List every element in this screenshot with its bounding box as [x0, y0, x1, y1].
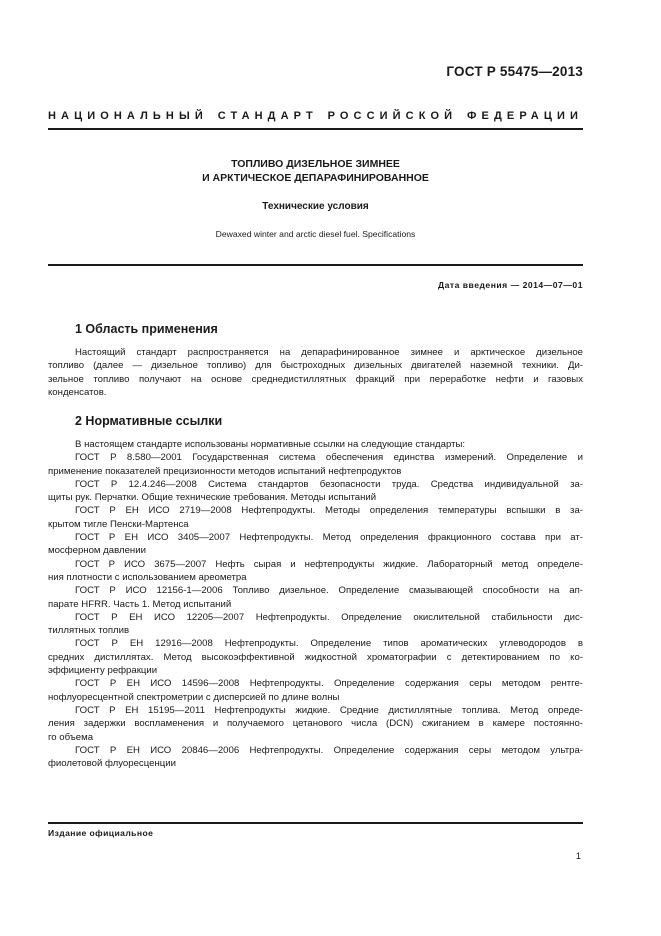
- section-1-body: [48, 346, 583, 399]
- text-line: средних дистиллятах. Метод высокоэффективной жидкостной хроматографии с детектированием по ко-: [48, 651, 583, 663]
- text-line: крытом тигле Пенски-Мартенса: [48, 518, 189, 530]
- text-line: ния плотности с использованием ареометра: [48, 571, 247, 583]
- edition-note: Издание официальное: [48, 828, 154, 838]
- page-number: 1: [575, 851, 581, 862]
- text-line: фиолетовой флуоресценции: [48, 758, 176, 770]
- text-line: топливо (далее — дизельное топливо) для быстроходных дизельных двигателей наземной техники. Ди-: [48, 360, 583, 372]
- text-line: конденсатов.: [48, 386, 107, 398]
- reference-entry: ГОСТ Р ЕН ИСО 2719—2008 Нефтепродукты. Методы определения температуры вспышки в за-: [75, 505, 583, 517]
- text-line: нофлуоресцентной спектрометрии с дисперсией по длине волны: [48, 691, 340, 703]
- text-line: парате HFRR. Часть 1. Метод испытаний: [48, 598, 232, 610]
- standard-code: ГОСТ Р 55475—2013: [446, 64, 583, 79]
- reference-entry: ГОСТ Р ЕН ИСО 12205—2007 Нефтепродукты. Определение окислительной стабильности дис-: [75, 611, 583, 623]
- reference-entry: ГОСТ Р ЕН ИСО 14596—2008 Нефтепродукты. Определение содержания серы методом рентге-: [75, 678, 583, 690]
- text-line: зельное топливо получают на основе среднедистиллятных фракций при переработке нефти и газовых: [48, 373, 583, 385]
- section-2-body: [48, 438, 583, 770]
- footer-rule: [48, 822, 583, 824]
- reference-entry: ГОСТ Р ЕН 15195—2011 Нефтепродукты жидкие. Средние дистиллятные топлива. Метод опреде-: [75, 704, 583, 716]
- reference-entry: ГОСТ Р 12.4.246—2008 Система стандартов безопасности труда. Средства индивидуальной за-: [75, 478, 583, 490]
- header-rule: [48, 128, 583, 130]
- text-line: го объема: [48, 731, 94, 743]
- national-standard-banner: НАЦИОНАЛЬНЫЙ СТАНДАРТ РОССИЙСКОЙ ФЕДЕРАЦИИ: [48, 110, 583, 122]
- section-1-heading: 1 Область применения: [75, 322, 218, 336]
- text-line: мосферном давлении: [48, 545, 146, 557]
- section-2-heading: 2 Нормативные ссылки: [75, 414, 223, 428]
- text-line: эффициенту рефракции: [48, 665, 158, 677]
- introduction-date: Дата введения — 2014—07—01: [437, 280, 583, 290]
- document-subtitle: Технические условия: [262, 201, 369, 212]
- reference-entry: ГОСТ Р 8.580—2001 Государственная система обеспечения единства измерений. Определение и: [75, 452, 583, 464]
- text-line: применение показателей прецизионности методов испытаний нефтепродуктов: [48, 465, 402, 477]
- document-title-line-2: И АРКТИЧЕСКОЕ ДЕПАРАФИНИРОВАННОЕ: [202, 172, 429, 184]
- document-title-line-1: ТОПЛИВО ДИЗЕЛЬНОЕ ЗИМНЕЕ: [231, 158, 400, 170]
- english-title: Dewaxed winter and arctic diesel fuel. Specifications: [215, 229, 416, 239]
- title-rule: [48, 264, 583, 266]
- text-line: В настоящем стандарте использованы нормативные ссылки на следующие стандарты:: [75, 439, 466, 450]
- reference-entry: ГОСТ Р ИСО 3675—2007 Нефть сырая и нефтепродукты жидкие. Лабораторный метод определе-: [75, 558, 583, 570]
- reference-entry: ГОСТ Р ИСО 12156-1—2006 Топливо дизельное. Определение смазывающей способности на ап-: [75, 585, 583, 597]
- text-line: Настоящий стандарт распространяется на депарафинированное зимнее и арктическое дизельное: [75, 347, 583, 358]
- text-line: тиллятных топлив: [48, 625, 130, 637]
- text-line: щиты рук. Перчатки. Общие технические требования. Методы испытаний: [48, 492, 377, 504]
- reference-entry: ГОСТ Р ЕН 12916—2008 Нефтепродукты. Определение типов ароматических углеводородов в: [75, 638, 583, 650]
- reference-entry: ГОСТ Р ЕН ИСО 20846—2006 Нефтепродукты. Определение содержания серы методом ультра-: [75, 744, 583, 756]
- text-line: ления задержки воспламенения и получаемого цетанового числа (DCN) сжиганием в камере постоянно-: [48, 718, 583, 730]
- reference-entry: ГОСТ Р ЕН ИСО 3405—2007 Нефтепродукты. Метод определения фракционного состава при ат-: [75, 532, 583, 544]
